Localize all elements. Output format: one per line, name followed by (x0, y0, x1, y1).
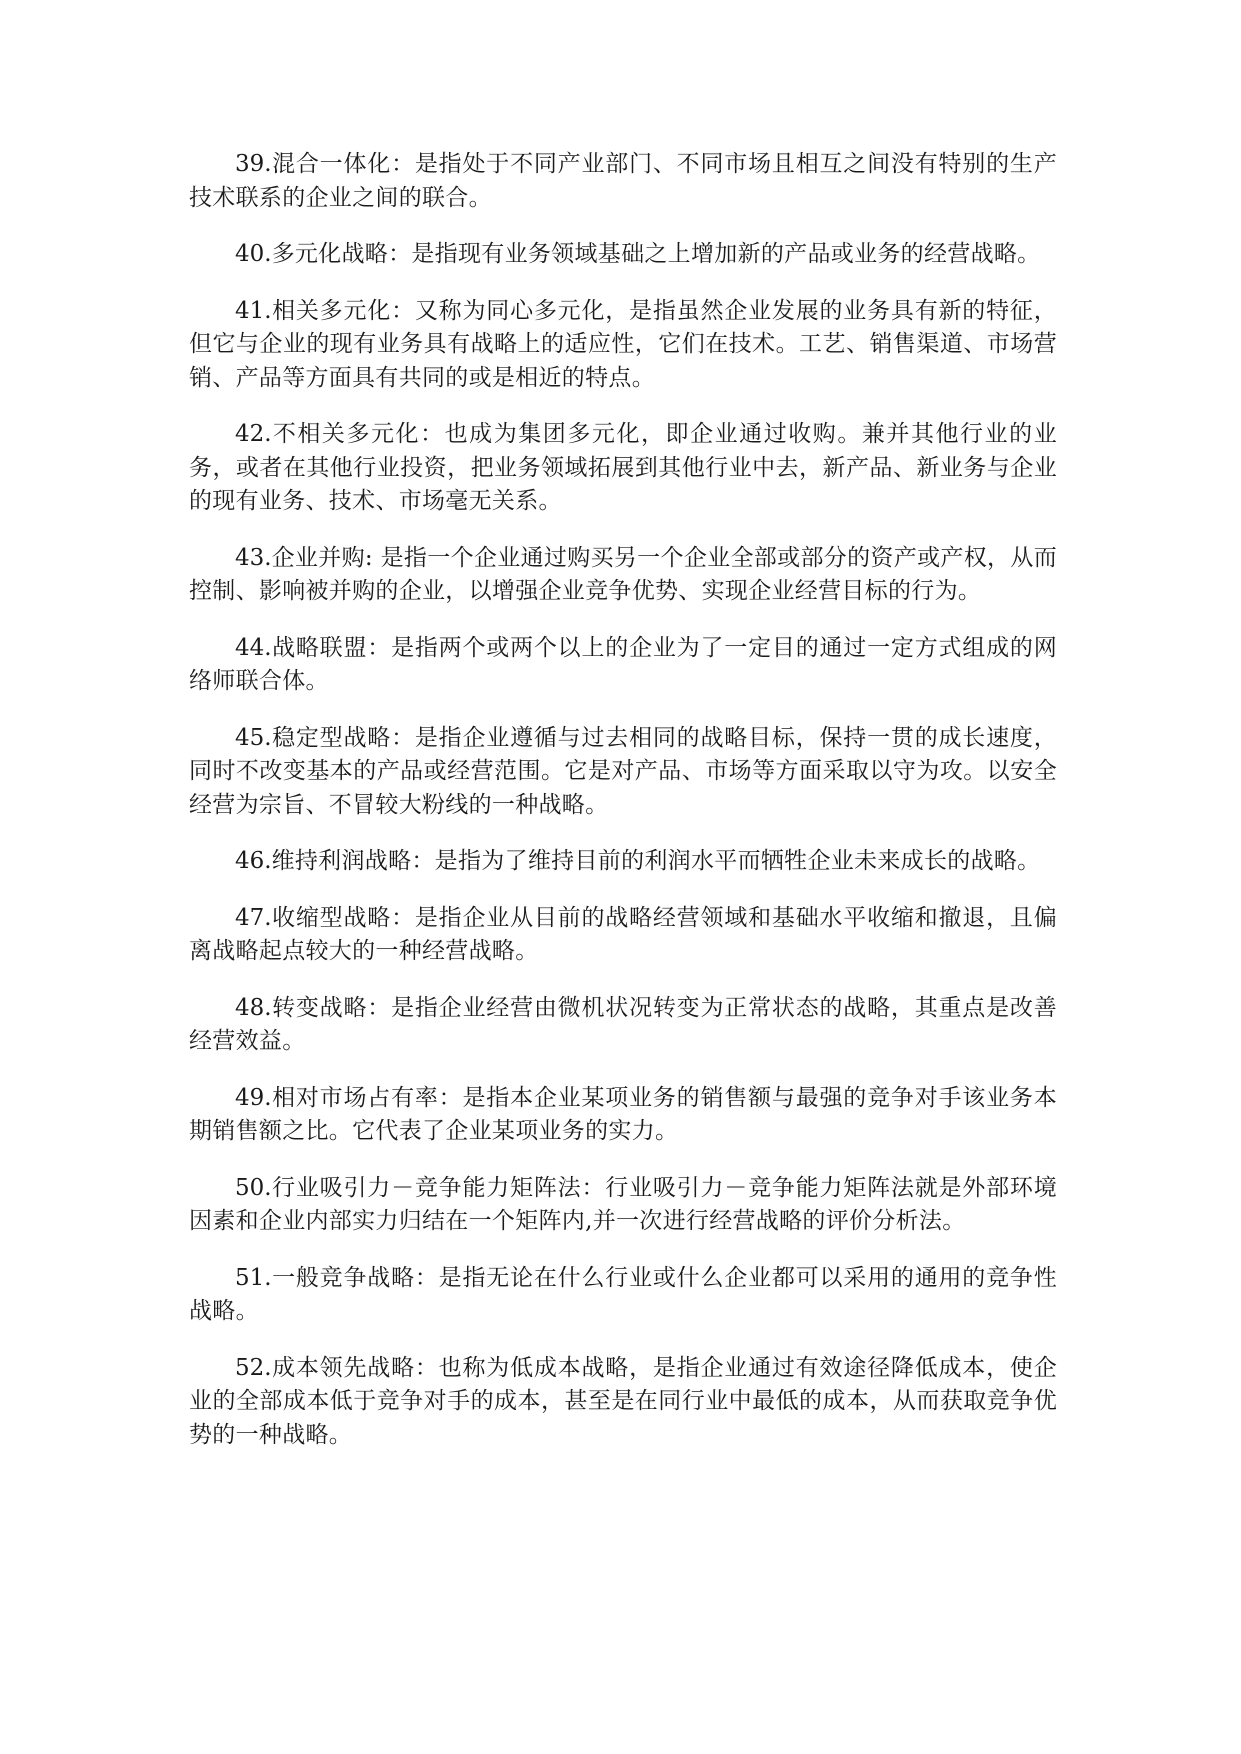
definition-entry (189, 148, 1057, 215)
entry-text: 相关多元化：又称为同心多元化，是指虽然企业发展的业务具有新的特征，但它与企业的现有业务具有战略上的适应性，它们在技术。工艺、销售渠道、市场营销、产品等方面具有共同的或是相近的特点。 (189, 297, 1057, 391)
entry-text: 维持利润战略：是指为了维持目前的利润水平而牺牲企业未来成长的战略。 (271, 848, 1041, 874)
entry-text: 成本领先战略：也称为低成本战略，是指企业通过有效途径降低成本，使企业的全部成本低于竞争对手的成本，甚至是在同行业中最低的成本，从而获取竞争优势的一种战略。 (189, 1354, 1057, 1448)
entry-text: 一般竞争战略：是指无论在什么行业或什么企业都可以采用的通用的竞争性战略。 (189, 1264, 1057, 1324)
definition-entry (189, 238, 1057, 272)
entry-text: 战略联盟：是指两个或两个以上的企业为了一定目的通过一定方式组成的网络师联合体。 (189, 634, 1057, 694)
entry-number: 47. (235, 904, 272, 931)
entry-number: 41. (235, 297, 272, 324)
definition-entry (189, 1262, 1057, 1329)
entry-number: 40. (235, 241, 272, 267)
document-body (189, 148, 1057, 1475)
entry-number: 39. (235, 151, 272, 177)
entry-text: 行业吸引力－竞争能力矩阵法：行业吸引力－竞争能力矩阵法就是外部环境因素和企业内部实力归结在一个矩阵内,并一次进行经营战略的评价分析法。 (189, 1174, 1057, 1234)
definition-entry (189, 1172, 1057, 1239)
definition-entry (189, 295, 1057, 396)
entry-number: 51. (235, 1264, 272, 1291)
definition-entry (189, 845, 1057, 879)
entry-text: 收缩型战略：是指企业从目前的战略经营领域和基础水平收缩和撤退，且偏离战略起点较大的一种经营战略。 (189, 904, 1057, 964)
definition-entry (189, 418, 1057, 519)
entry-number: 50. (235, 1174, 272, 1201)
entry-number: 49. (235, 1084, 272, 1111)
entry-text: 多元化战略：是指现有业务领域基础之上增加新的产品或业务的经营战略。 (271, 241, 1041, 267)
definition-entry (189, 542, 1057, 609)
entry-text: 企业并购: 是指一个企业通过购买另一个企业全部或部分的资产或产权，从而控制、影响被并购的企业，以增强企业竞争优势、实现企业经营目标的行为。 (189, 544, 1057, 604)
entry-text: 转变战略：是指企业经营由微机状况转变为正常状态的战略，其重点是改善经营效益。 (189, 994, 1057, 1054)
entry-text: 稳定型战略：是指企业遵循与过去相同的战略目标，保持一贯的成长速度，同时不改变基本的产品或经营范围。它是对产品、市场等方面采取以守为攻。以安全经营为宗旨、不冒较大粉线的一种战略。 (189, 724, 1057, 818)
definition-entry (189, 1352, 1057, 1453)
entry-text: 相对市场占有率：是指本企业某项业务的销售额与最强的竞争对手该业务本期销售额之比。它代表了企业某项业务的实力。 (189, 1084, 1057, 1144)
entry-text: 混合一体化：是指处于不同产业部门、不同市场且相互之间没有特别的生产技术联系的企业之间的联合。 (189, 151, 1057, 211)
entry-number: 42. (235, 421, 272, 447)
entry-text: 不相关多元化：也成为集团多元化，即企业通过收购。兼并其他行业的业务，或者在其他行业投资，把业务领域拓展到其他行业中去，新产品、新业务与企业的现有业务、技术、市场毫无关系。 (189, 421, 1057, 514)
definition-entry (189, 992, 1057, 1059)
entry-number: 44. (235, 634, 272, 661)
entry-number: 45. (235, 724, 272, 751)
entry-number: 52. (235, 1354, 272, 1381)
entry-number: 48. (235, 994, 272, 1021)
definition-entry (189, 902, 1057, 969)
definition-entry (189, 1082, 1057, 1149)
entry-number: 46. (235, 848, 272, 874)
entry-number: 43. (235, 544, 272, 571)
definition-entry (189, 632, 1057, 699)
definition-entry (189, 722, 1057, 823)
